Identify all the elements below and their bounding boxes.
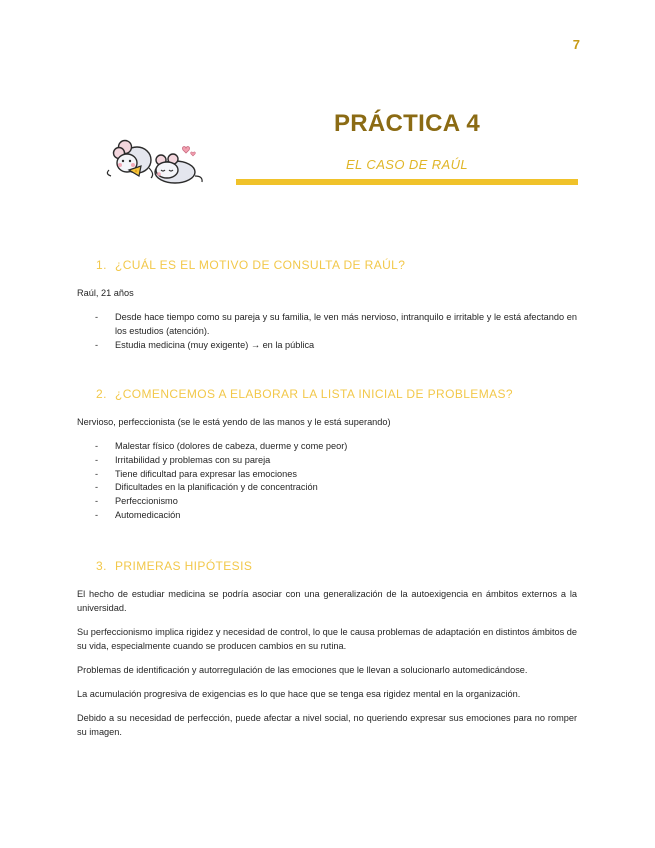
section-intro: Raúl, 21 años [77, 288, 134, 298]
list-item: - Irritabilidad y problemas con su pareja [95, 454, 577, 468]
section-title: ¿CUÁL ES EL MOTIVO DE CONSULTA DE RAÚL? [115, 258, 406, 272]
section-number: 1. [96, 258, 107, 272]
list-marker: - [95, 339, 99, 350]
hypothesis-paragraph: Su perfeccionismo implica rigidez y necesidad de control, lo que le causa problemas de adaptación en distintos ámbitos de su vida, especialmente cuando se producen cambios en su rutina. [77, 627, 577, 651]
page-number: 7 [572, 37, 580, 52]
list-marker: - [95, 441, 99, 451]
hypothesis-paragraph: Debido a su necesidad de perfección, puede afectar a nivel social, no queriendo expresar sus emociones para no romper su imagen. [77, 713, 577, 737]
mouse-with-cheese-icon [107, 141, 152, 179]
list-marker: - [95, 509, 99, 520]
hypothesis-paragraph: El hecho de estudiar medicina se podría asociar con una generalización de la autoexigencia en ámbitos externos a la universidad. [77, 589, 577, 613]
section-heading-primeras-hipotesis [96, 559, 252, 573]
title-underline-bar [236, 179, 578, 185]
hypothesis-paragraph: La acumulación progresiva de exigencias es lo que hace que se tenga esa rigidez mental en la organización. [77, 689, 521, 699]
motivo-consulta-list [95, 311, 577, 352]
list-marker: - [95, 454, 99, 465]
hypothesis-paragraph: Problemas de identificación y autorregulación de las emociones que le llevan a solucionarlo automedicándose. [77, 665, 528, 675]
section-title: PRIMERAS HIPÓTESIS [115, 559, 253, 573]
section-number: 3. [96, 559, 107, 573]
section-number: 2. [96, 387, 107, 401]
list-marker: - [95, 468, 99, 479]
page-subtitle: EL CASO DE RAÚL [345, 157, 469, 172]
sleeping-mice-illustration [103, 132, 208, 188]
list-item: - Dificultades en la planificación y de concentración [95, 481, 577, 495]
section-intro: Nervioso, perfeccionista (se le está yendo de las manos y le está superando) [77, 417, 391, 427]
list-item: - Estudia medicina (muy exigente) → en la pública [95, 339, 577, 353]
list-marker: - [95, 312, 99, 322]
list-item: - Perfeccionismo [95, 495, 577, 509]
list-marker: - [95, 496, 99, 507]
list-item: - Automedicación [95, 509, 577, 523]
list-item: - Desde hace tiempo como su pareja y su familia, le ven más nervioso, intranquilo e irritable y le está afectando en los estudios (atención). [95, 312, 577, 336]
list-item: - Malestar físico (dolores de cabeza, duerme y come peor) [95, 440, 577, 454]
page-title: PRÁCTICA 4 [333, 110, 481, 137]
section-title: ¿COMENCEMOS A ELABORAR LA LISTA INICIAL DE PROBLEMAS? [115, 387, 513, 401]
section-heading-lista-problemas [96, 387, 513, 401]
sleeping-mouse-icon [155, 147, 202, 183]
lista-problemas-list [95, 440, 577, 523]
section-heading-motivo-consulta [96, 258, 405, 272]
list-marker: - [95, 482, 99, 493]
list-item: - Tiene dificultad para expresar las emociones [95, 468, 577, 482]
